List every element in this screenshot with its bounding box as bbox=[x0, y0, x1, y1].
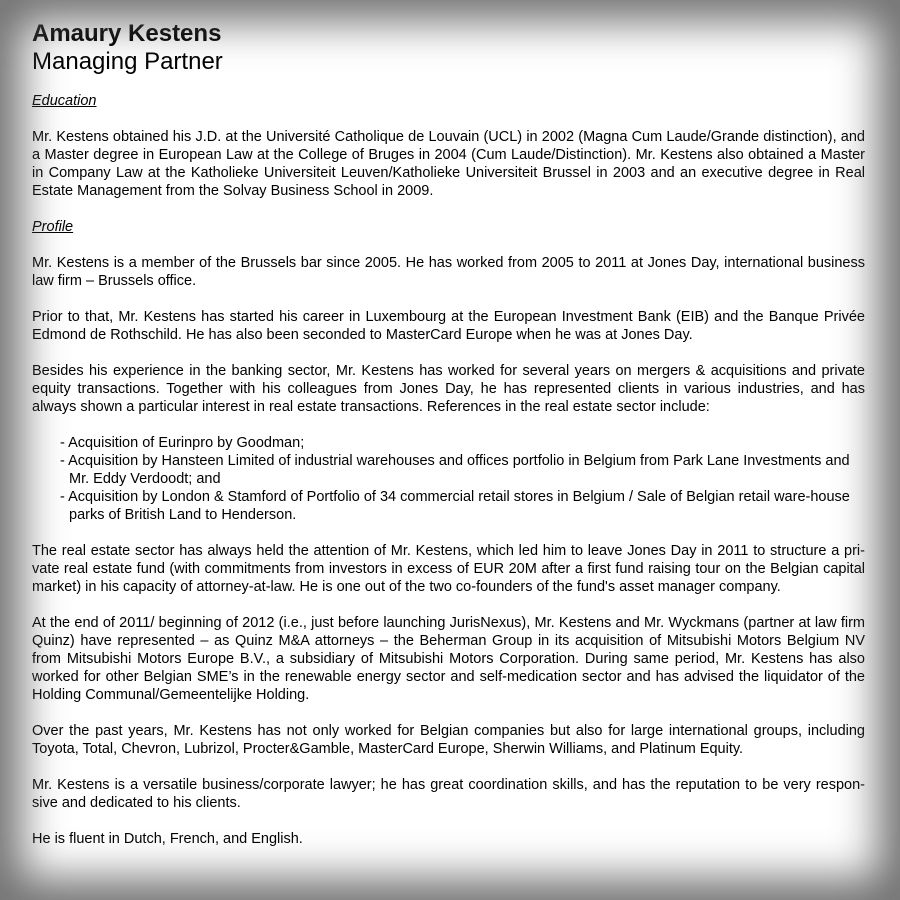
profile-paragraph-8: He is fluent in Dutch, French, and English. bbox=[32, 831, 303, 847]
education-heading: Education bbox=[32, 93, 97, 109]
education-paragraph: Mr. Kestens obtained his J.D. at the Université Catholique de Louvain (UCL) in 2002 (Magna Cum Laude/Grande distinction), and a Master degree in European Law at the College of Bruges in 2004 (Cum Laude/Distinction). Mr. Kestens also obtained a Master in Company Law at the Katholieke Universiteit Leuven/Katholieke Universiteit Brussel in 2003 and an executive degree in Real Estate Management from the Solvay Business School in 2009. bbox=[32, 129, 865, 199]
reference-item: - Acquisition by London & Stamford of Portfolio of 34 commercial retail stores in Belgium / Sale of Belgian retail ware-house parks of British Land to Henderson. bbox=[60, 488, 859, 524]
profile-paragraph-3: Besides his experience in the banking sector, Mr. Kestens has worked for several years on mergers & acquisitions and private equity transactions. Together with his colleagues from Jones Day, he has represented clients in various industries, and has always shown a particular interest in real estate transactions. References in the real estate sector include: bbox=[32, 363, 865, 415]
document-body bbox=[32, 20, 865, 866]
profile-paragraph-7: Mr. Kestens is a versatile business/corporate lawyer; he has great coordination skills, and has the reputation to be very respon-sive and dedicated to his clients. bbox=[32, 777, 865, 811]
profile-paragraph-2: Prior to that, Mr. Kestens has started his career in Luxembourg at the European Investment Bank (EIB) and the Banque Privée Edmond de Rothschild. He has also been seconded to MasterCard Europe when he was at Jones Day. bbox=[32, 309, 865, 343]
reference-item: - Acquisition by Hansteen Limited of industrial warehouses and offices portfolio in Belgium from Park Lane Investments and Mr. Eddy Verdoodt; and bbox=[60, 452, 859, 488]
reference-item: - Acquisition of Eurinpro by Goodman; bbox=[60, 434, 859, 452]
profile-paragraph-6: Over the past years, Mr. Kestens has not only worked for Belgian companies but also for large international groups, including Toyota, Total, Chevron, Lubrizol, Procter&Gamble, MasterCard Europe, Sherwin Williams, and Platinum Equity. bbox=[32, 723, 865, 757]
references-list bbox=[32, 434, 865, 524]
profile-heading: Profile bbox=[32, 219, 74, 235]
profile-paragraph-4: The real estate sector has always held the attention of Mr. Kestens, which led him to leave Jones Day in 2011 to structure a pri-vate real estate fund (with commitments from investors in excess of EUR 20M after a first fund raising tour on the Belgian capital market) in his capacity of attorney-at-law. He is one out of the two co-founders of the fund's asset manager company. bbox=[32, 543, 865, 595]
person-role: Managing Partner bbox=[32, 48, 223, 75]
profile-paragraph-5: At the end of 2011/ beginning of 2012 (i.e., just before launching JurisNexus), Mr. Kestens and Mr. Wyckmans (partner at law firm Quinz) have represented – as Quinz M&A attorneys – the Beherman Group in its acquisition of Mitsubishi Motors Belgium NV from Mitsubishi Motors Europe B.V., a subsidiary of Mitsubishi Motors Corporation. During same period, Mr. Kestens has also worked for other Belgian SME’s in the renewable energy sector and self-medication sector and has advised the liquidator of the Holding Communal/Gemeentelijke Holding. bbox=[32, 615, 865, 703]
profile-paragraph-1: Mr. Kestens is a member of the Brussels bar since 2005. He has worked from 2005 to 2011 at Jones Day, international business law firm – Brussels office. bbox=[32, 255, 865, 289]
person-name: Amaury Kestens bbox=[32, 20, 222, 47]
